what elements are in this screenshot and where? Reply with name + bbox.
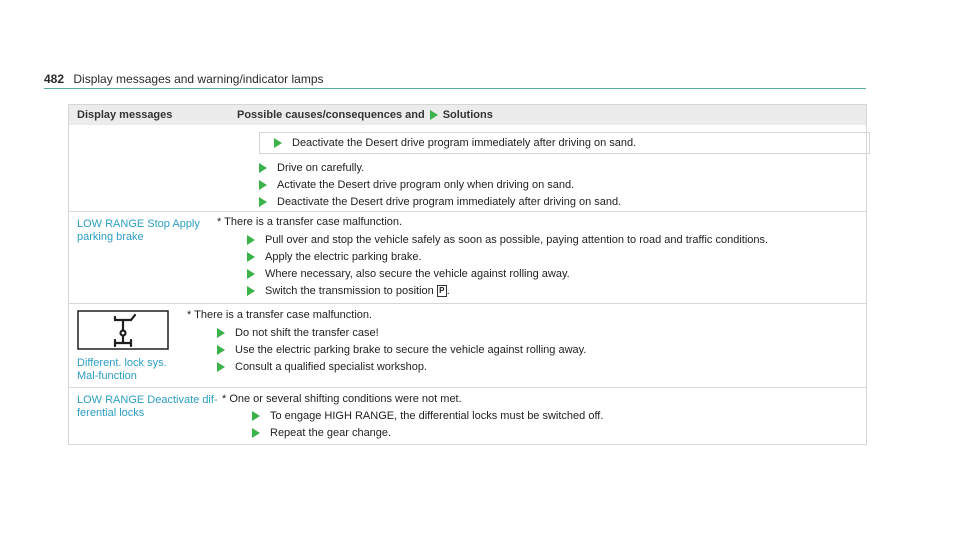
differential-lock-icon bbox=[77, 310, 169, 350]
cause-text: * There is a transfer case malfunction. bbox=[217, 216, 403, 228]
arrow-icon bbox=[247, 235, 255, 245]
note-box bbox=[259, 132, 870, 154]
cause-text: * There is a transfer case malfunction. bbox=[187, 309, 373, 321]
col-causes-suffix: Solutions bbox=[442, 109, 493, 121]
list-item bbox=[247, 267, 570, 281]
list-item bbox=[247, 250, 422, 264]
list-item-text: Where necessary, also secure the vehicle against rolling away. bbox=[265, 268, 570, 280]
arrow-icon bbox=[252, 428, 260, 438]
list-item-text: Deactivate the Desert drive program immediately after driving on sand. bbox=[277, 196, 622, 208]
list-item bbox=[259, 195, 621, 209]
page-number: 482 bbox=[44, 72, 65, 86]
arrow-icon bbox=[217, 345, 225, 355]
messages-table bbox=[68, 104, 867, 445]
list-item bbox=[252, 426, 391, 440]
list-item bbox=[259, 161, 364, 175]
table-row bbox=[69, 304, 866, 388]
solutions-cell bbox=[222, 388, 866, 444]
table-row bbox=[69, 125, 866, 212]
list-item bbox=[252, 409, 603, 423]
list-item bbox=[247, 233, 768, 247]
arrow-icon bbox=[217, 362, 225, 372]
display-message: LOW RANGE Deactivate dif-ferential locks bbox=[77, 394, 218, 419]
header-divider bbox=[44, 88, 866, 89]
list-item bbox=[247, 284, 450, 298]
arrow-icon bbox=[274, 138, 282, 148]
note-text: Deactivate the Desert drive program immediately after driving on sand. bbox=[292, 137, 637, 149]
solutions-cell bbox=[229, 125, 866, 211]
message-cell bbox=[69, 212, 217, 303]
list-item-text: Use the electric parking brake to secure the vehicle against rolling away. bbox=[235, 344, 587, 356]
list-item-text: Consult a qualified specialist workshop. bbox=[235, 361, 427, 373]
list-item bbox=[217, 360, 427, 374]
sentence-end: . bbox=[446, 285, 450, 297]
arrow-icon bbox=[259, 180, 267, 190]
message-cell bbox=[69, 388, 222, 444]
page-title: Display messages and warning/indicator lamps bbox=[73, 72, 324, 86]
table-row bbox=[69, 388, 866, 445]
park-position-symbol: P bbox=[437, 285, 447, 297]
table-row bbox=[69, 212, 866, 304]
list-item-text: Activate the Desert drive program only when driving on sand. bbox=[277, 179, 575, 191]
arrow-icon bbox=[259, 163, 267, 173]
arrow-icon bbox=[247, 252, 255, 262]
col-causes-prefix: Possible causes/consequences and bbox=[237, 109, 425, 121]
page-header bbox=[44, 72, 324, 86]
display-message: Different. lock sys. Mal-function bbox=[77, 357, 167, 382]
arrow-icon bbox=[259, 197, 267, 207]
message-cell-empty bbox=[69, 125, 229, 211]
col-display-messages-header: Display messages bbox=[77, 109, 173, 121]
list-item-text: To engage HIGH RANGE, the differential locks must be switched off. bbox=[270, 410, 604, 422]
list-item-text: Repeat the gear change. bbox=[270, 427, 392, 439]
list-item-text: Apply the electric parking brake. bbox=[265, 251, 422, 263]
arrow-icon bbox=[247, 269, 255, 279]
arrow-icon bbox=[247, 286, 255, 296]
table-header bbox=[69, 105, 866, 125]
message-cell bbox=[69, 304, 187, 387]
list-item bbox=[259, 178, 574, 192]
solutions-cell bbox=[217, 212, 866, 303]
col-causes-header bbox=[237, 109, 866, 121]
list-item-text: Switch the transmission to position bbox=[265, 285, 434, 297]
display-message: LOW RANGE Stop Apply parking brake bbox=[77, 218, 200, 243]
list-item-text: Drive on carefully. bbox=[277, 162, 365, 174]
arrow-icon bbox=[430, 110, 438, 120]
list-item-text: Do not shift the transfer case! bbox=[235, 327, 379, 339]
arrow-icon bbox=[252, 411, 260, 421]
solutions-cell bbox=[187, 304, 866, 387]
list-item bbox=[217, 326, 379, 340]
arrow-icon bbox=[217, 328, 225, 338]
cause-text: * One or several shifting conditions were not met. bbox=[222, 393, 462, 405]
list-item-text: Pull over and stop the vehicle safely as soon as possible, paying attention to road and traffic conditions. bbox=[265, 234, 769, 246]
list-item bbox=[217, 343, 586, 357]
